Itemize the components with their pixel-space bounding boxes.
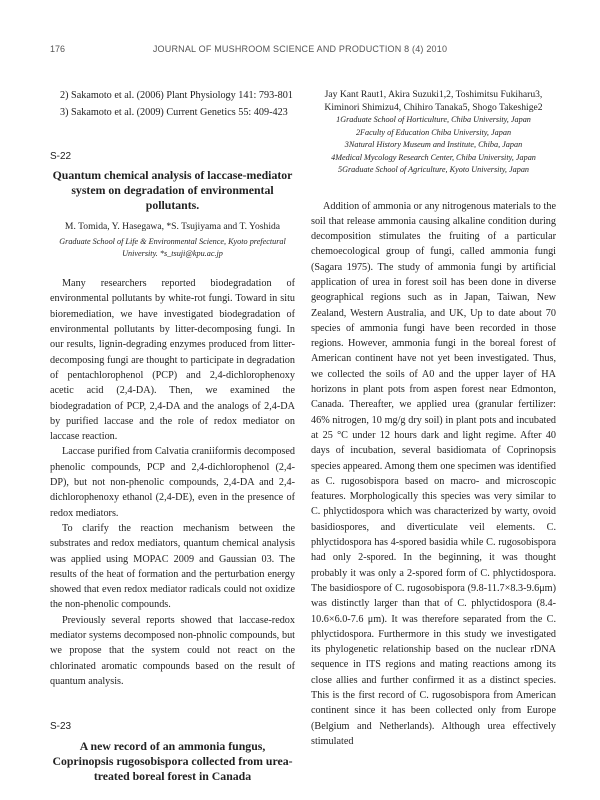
abstract-id-s22: S-22 [50,150,72,162]
affiliation-s22: Graduate School of Life & Environmental Science, Kyoto prefectural University. *s_tsuji@kpu.ac.jp [59,237,286,259]
s22-paragraph-3: To clarify the reaction mechanism between the substrates and redox mediators, quantum chemical analysis was applied using MOPAC 2009 and Gaussian 03. The results of the heat of formation and the perturbation energy showed that even redox mediator radicals could not oxidize the non-phenolic compounds. [50,522,295,611]
authors-s23-line1: Jay Kant Raut1, Akira Suzuki1,2, Toshimitsu Fukiharu3, [324,89,543,100]
s23-body: Addition of ammonia or any nitrogenous materials to the soil that release ammonia causing alkaline condition during decomposition stimulates the fruiting of a particular chemoecological group of fungi, called ammonia fungi (Sagara 1975). The study of ammonia fungi by artificial application of urea in forest soil has been done in diverse geographical regions such as in Japan, Taiwan, New Zealand, Western Australia, and UK, Up to date about 70 species of ammonia fungi have been recorded in those regions. However, ammonia fungi in the boreal forest of American continent have not yet been investigated. Thus, we collected the soils of A0 and the upper layer of HA horizons in plant pots from aspen forest near Edmonton, Canada. Thereafter, we applied urea (granular fertilizer: 46% nitrogen, 10 mg/g dry soil) in plant pots and incubated at 25 °C under 12 hours dark and light regime. After 40 days of incubation, several basidiomata of Coprinopsis species appeared. Among them one specimen was identified as C. rugosobispora based on macro- and microscopic features. Morphologically this species was very similar to C. phlyctidospora which was characterized by warty, ovoid basidiospores, and diverticulate veil elements. C. phlyctidospora has 4-spored basidia while C. rugosobispora had only 2-spored. In the beginning, it was thought probably it was only a 2-spored form of C. phlyctidospora. The basidiospore of C. rugosobispora (9.8-11.7×8.3-9.6μm) was distinctly larger than that of C. phlyctidospora (8.4-10.6×6.0-7.6 μm). It was therefore separated from the C. phlyctidospora. Furthermore in this study we investigated its phylogenetic relationship based on the nuclear rDNA sequence in ITS regions and mating reactions among its close allies and further confirmed it as a distinct species. This is the first record of C. rugosobispora from American continent since it has been collected only from Europe (Belgium and Netherlands). Although urea effectively stimulated [311,200,556,747]
reference-3: 3) Sakamoto et al. (2009) Current Genetics 55: 409-423 [60,107,288,119]
s22-paragraph-1: Many researchers reported biodegradation of environmental pollutants by white-rot fungi. Toward in situ bioremediation, we have investigated biodegradation of environmental pollutants by litter-decomposing fungi. In our results, lignin-degrading enzymes produced from litter-decomposing fungi are thought to participate in degradation of pentachlorophenol (PCP) and 2,4-dichlorophenoxy acetic acid (2,4-DA). Then, we examined the biodegradation of PCP, 2,4-DA and the analogs of 2,4-DA by purified laccase and the role of redox mediator on laccase reaction. [50,278,295,443]
affiliation-s23-1: 1Graduate School of Horticulture, Chiba University, Japan [336,115,531,124]
right-column [311,88,556,749]
affiliation-s23-2: 2Faculty of Education Chiba University, Japan [355,127,512,137]
authors-s22: M. Tomida, Y. Hasegawa, *S. Tsujiyama and T. Yoshida [64,220,281,232]
affiliation-s23-3: 3Natural History Museum and Institute, Chiba, Japan [344,140,523,149]
abstract-title-s23: A new record of an ammonia fungus, Coprinopsis rugosobispora collected from urea-treated boreal forest in Canada [52,738,293,783]
abstract-title-s22: Quantum chemical analysis of laccase-mediator system on degradation of environmental pollutants. [52,167,293,212]
journal-title: JOURNAL OF MUSHROOM SCIENCE AND PRODUCTION 8 (4) 2010 [152,44,448,54]
affiliation-s23-5: 5Graduate School of Agriculture, Kyoto University, Japan [337,165,530,174]
affiliation-s23-4: 4Medical Mycology Research Center, Chiba University, Japan [331,152,536,162]
s22-paragraph-4: Previously several reports showed that laccase-redox mediator systems decomposed non-phnolic compounds, but we propose that the system could not react on the chlorinated aromatic compounds based on the result of quantum analysis. [50,614,295,687]
reference-2: 2) Sakamoto et al. (2006) Plant Physiology 141: 793-801 [60,90,293,101]
s22-paragraph-2: Laccase purified from Calvatia craniiformis decomposed phenolic compounds, PCP and 2,4-dichlorophenol (2,4-DP), but not non-phenolic compounds, 2,4-DA and 2,4-dichlorophenoxy ethanol (2,4-DE), even in the presence of redox mediators. [50,446,295,519]
authors-s23-line2: Kiminori Shimizu4, Chihiro Tanaka5, Shogo Takeshige2 [324,102,543,113]
left-column [50,88,295,790]
abstract-id-s23: S-23 [50,721,72,733]
page-number: 176 [50,44,66,54]
